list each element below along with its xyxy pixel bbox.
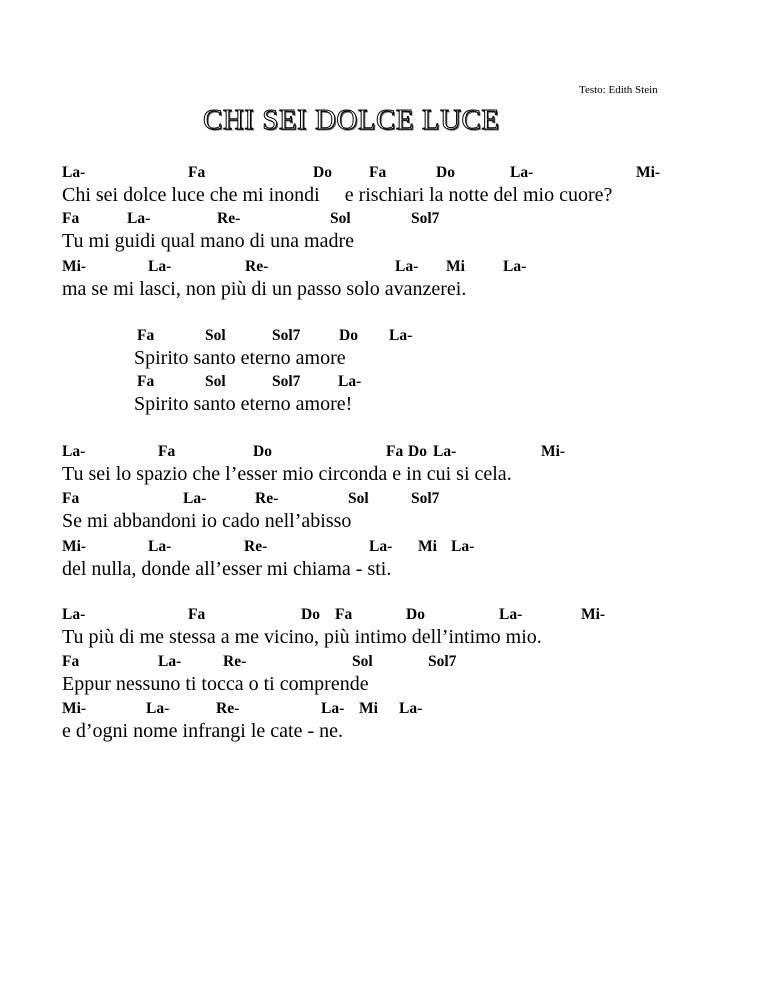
- lyric-line: Tu più di me stessa a me vicino, più intimo dell’intimo mio.: [62, 626, 542, 648]
- lyric-line: Tu sei lo spazio che l’esser mio circonda e in cui si cela.: [62, 463, 512, 485]
- chord: Do: [253, 443, 272, 460]
- chord: Sol: [330, 210, 351, 227]
- credit-line: Testo: Edith Stein: [579, 84, 658, 96]
- chord: Fa: [335, 606, 353, 623]
- lyric-line: Tu mi guidi qual mano di una madre: [62, 230, 355, 252]
- chord: La-: [338, 373, 362, 390]
- chord: La-: [183, 490, 207, 507]
- chord: Do: [301, 606, 320, 623]
- chord: Mi: [446, 258, 465, 275]
- chord: La-: [395, 258, 419, 275]
- lyric-line: Spirito santo eterno amore!: [134, 393, 353, 415]
- lyric-line: Eppur nessuno ti tocca o ti comprende: [62, 673, 369, 695]
- chord: Sol: [352, 653, 373, 670]
- chord: Do: [408, 443, 427, 460]
- chord: Do: [339, 327, 358, 344]
- lyric-line: e d’ogni nome infrangi le cate - ne.: [62, 720, 343, 742]
- lyric-line: Spirito santo eterno amore: [134, 347, 346, 369]
- chord: Mi-: [62, 700, 87, 717]
- chord: La-: [369, 538, 393, 555]
- chord: La-: [389, 327, 413, 344]
- chord: La-: [399, 700, 423, 717]
- chord: Fa: [62, 653, 80, 670]
- chord: La-: [148, 538, 172, 555]
- chord: Do: [436, 164, 455, 181]
- chord: Fa: [188, 606, 206, 623]
- chord: La-: [503, 258, 527, 275]
- chord: La-: [158, 653, 182, 670]
- chord: Fa: [137, 327, 155, 344]
- chord: La-: [148, 258, 172, 275]
- chord: Mi: [359, 700, 378, 717]
- chord: Re-: [217, 210, 241, 227]
- chord: La-: [62, 606, 86, 623]
- chord: Mi: [418, 538, 437, 555]
- chord: Mi-: [636, 164, 661, 181]
- chord: La-: [62, 443, 86, 460]
- chord: Sol7: [272, 327, 301, 344]
- chord: Mi-: [62, 538, 87, 555]
- chord: Fa: [62, 210, 80, 227]
- chord: La-: [62, 164, 86, 181]
- chord: Re-: [216, 700, 240, 717]
- chord: Fa: [188, 164, 206, 181]
- chord: Re-: [223, 653, 247, 670]
- chord: Fa: [137, 373, 155, 390]
- chord: Sol7: [411, 490, 440, 507]
- chord: Fa: [158, 443, 176, 460]
- chord: La-: [127, 210, 151, 227]
- chord: Do: [313, 164, 332, 181]
- chord: La-: [510, 164, 534, 181]
- chord: Fa: [369, 164, 387, 181]
- chord: Mi-: [581, 606, 606, 623]
- chord: Mi-: [62, 258, 87, 275]
- chord: Sol7: [272, 373, 301, 390]
- chord: Re-: [245, 258, 269, 275]
- lyric-line: Se mi abbandoni io cado nell’abisso: [62, 510, 352, 532]
- chord: Re-: [244, 538, 268, 555]
- lyric-line: Chi sei dolce luce che mi inondi e rischiari la notte del mio cuore?: [62, 184, 613, 206]
- chord: Fa: [62, 490, 80, 507]
- chord: Sol7: [428, 653, 457, 670]
- chord: Do: [406, 606, 425, 623]
- chord: Re-: [255, 490, 279, 507]
- chord: Sol: [348, 490, 369, 507]
- chord: La-: [146, 700, 170, 717]
- chord: La-: [451, 538, 475, 555]
- chord: Sol: [205, 373, 226, 390]
- chord: Sol7: [411, 210, 440, 227]
- chord: La-: [499, 606, 523, 623]
- song-title: CHI SEI DOLCE LUCE: [203, 104, 500, 136]
- chord: Mi-: [541, 443, 566, 460]
- chord: Sol: [205, 327, 226, 344]
- lyric-line: ma se mi lasci, non più di un passo solo avanzerei.: [62, 278, 467, 300]
- chord: La-: [321, 700, 345, 717]
- chord: Fa: [386, 443, 404, 460]
- lyric-line: del nulla, donde all’esser mi chiama - sti.: [62, 558, 392, 580]
- chord: La-: [433, 443, 457, 460]
